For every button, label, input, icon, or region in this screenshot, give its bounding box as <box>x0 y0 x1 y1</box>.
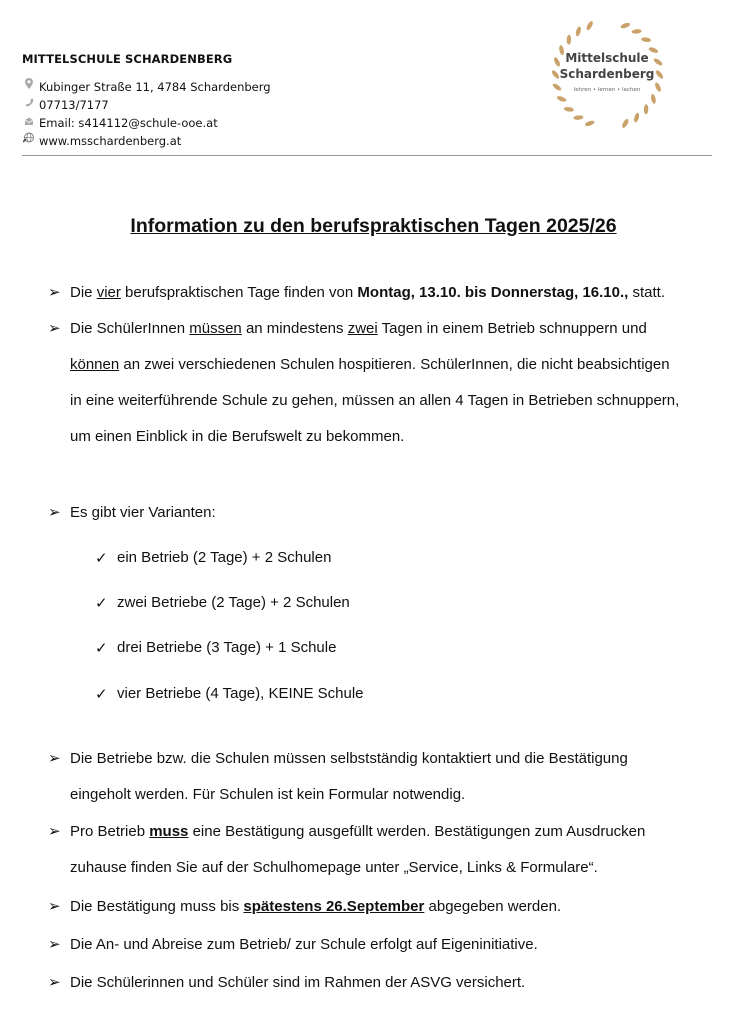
laurel-leaf <box>650 94 656 105</box>
checkmark-icon: ✓ <box>95 595 108 612</box>
laurel-leaf <box>641 37 652 43</box>
bullet-text: Die vier berufspraktischen Tage finden von Montag, 13.10. bis Donnerstag, 16.10., statt. <box>70 284 666 301</box>
location-pin-icon <box>22 78 36 96</box>
bullet-deadline: ➢ Die Bestätigung muss bis spätestens 26.September abgegeben werden. <box>48 889 720 925</box>
laurel-leaf <box>575 26 582 37</box>
laurel-leaf <box>552 82 563 91</box>
checkmark-icon: ✓ <box>95 550 108 567</box>
header-divider <box>22 155 712 156</box>
email-text: Email: s414112@schule-ooe.at <box>39 116 218 130</box>
variant-item: ✓ vier Betriebe (4 Tage), KEINE Schule <box>95 685 364 703</box>
bullet-text: Die Betriebe bzw. die Schulen müssen selbstständig kontaktiert und die Bestätigung eingeholt werden. Für Schulen ist kein Formular notwendig. <box>70 750 628 803</box>
arrow-bullet-icon: ➢ <box>48 823 61 840</box>
bullet-dates <box>48 275 720 311</box>
emphasis-muss: muss <box>149 823 189 840</box>
school-name: MITTELSCHULE SCHARDENBERG <box>22 52 233 66</box>
logo-line2: Schardenberg <box>559 67 655 81</box>
bullet-insurance: ➢ Die Schülerinnen und Schüler sind im Rahmen der ASVG versichert. <box>48 965 720 1001</box>
bullet-contact <box>48 741 720 813</box>
bullet-text: Die SchülerInnen müssen an mindestens zwei Tagen in einem Betrieb schnuppern und können an zwei verschiedenen Schulen hospitieren. SchülerInnen, die nicht beabsichtigen in eine weiterführende Schule zu gehen, müssen an allen 4 Tagen in Betrieben schnuppern, um einen Einblick in die Berufswelt zu bekommen. <box>70 320 680 445</box>
document-title: Information zu den berufspraktischen Tagen 2025/26 <box>130 215 617 237</box>
variant-item: ✓ ein Betrieb (2 Tage) + 2 Schulen <box>95 549 332 567</box>
laurel-leaf <box>631 29 641 34</box>
variant-item: ✓ drei Betriebe (3 Tage) + 1 Schule <box>95 639 337 657</box>
arrow-bullet-icon: ➢ <box>48 898 61 915</box>
underlined-word: vier <box>96 284 121 301</box>
bullet-requirements <box>48 311 720 455</box>
phone-text: 07713/7177 <box>39 98 109 112</box>
address-text: Kubinger Straße 11, 4784 Schardenberg <box>39 80 271 94</box>
bullet-travel: ➢ Die An- und Abreise zum Betrieb/ zur Schule erfolgt auf Eigeninitiative. <box>48 927 720 963</box>
laurel-leaf <box>585 20 594 31</box>
bullet-text: Pro Betrieb muss eine Bestätigung ausgefüllt werden. Bestätigungen zum Ausdrucken zuhause finden Sie auf der Schulhomepage unter „Service, Links & Formulare“. <box>70 823 646 876</box>
logo-tagline: lehren • lernen • lachen <box>573 87 641 93</box>
date-range: Montag, 13.10. bis Donnerstag, 16.10., <box>357 284 629 301</box>
phone-icon <box>22 96 36 114</box>
laurel-leaf <box>584 120 595 128</box>
laurel-leaf <box>648 46 659 54</box>
bullet-confirmation <box>48 814 720 886</box>
laurel-leaf <box>573 115 583 120</box>
laurel-leaf <box>620 22 631 30</box>
deadline: spätestens 26.September <box>243 898 425 915</box>
arrow-bullet-icon: ➢ <box>48 974 61 991</box>
laurel-leaf <box>553 56 561 67</box>
laurel-leaf <box>655 69 665 79</box>
checkmark-icon: ✓ <box>95 686 108 703</box>
school-logo <box>545 12 670 137</box>
logo-line1: Mittelschule <box>565 51 649 65</box>
arrow-bullet-icon: ➢ <box>48 284 61 301</box>
laurel-leaf <box>564 106 575 112</box>
arrow-bullet-icon: ➢ <box>48 750 61 767</box>
website-text: www.msschardenberg.at <box>39 134 182 148</box>
laurel-leaf <box>556 95 567 103</box>
checkmark-icon: ✓ <box>95 640 108 657</box>
laurel-leaf <box>654 82 662 93</box>
arrow-bullet-icon: ➢ <box>48 504 61 521</box>
laurel-leaf <box>653 57 664 66</box>
laurel-leaf <box>644 104 649 114</box>
laurel-leaf <box>621 118 630 129</box>
arrow-bullet-icon: ➢ <box>48 936 61 953</box>
envelope-icon <box>22 114 36 132</box>
laurel-wreath-icon <box>545 12 670 137</box>
bullet-variants-intro: ➢ Es gibt vier Varianten: <box>48 495 720 531</box>
variant-item: ✓ zwei Betriebe (2 Tage) + 2 Schulen <box>95 594 350 612</box>
arrow-bullet-icon: ➢ <box>48 320 61 337</box>
laurel-leaf <box>567 35 572 45</box>
globe-icon <box>22 132 36 150</box>
laurel-leaf <box>633 112 640 123</box>
laurel-leaf <box>558 45 564 56</box>
